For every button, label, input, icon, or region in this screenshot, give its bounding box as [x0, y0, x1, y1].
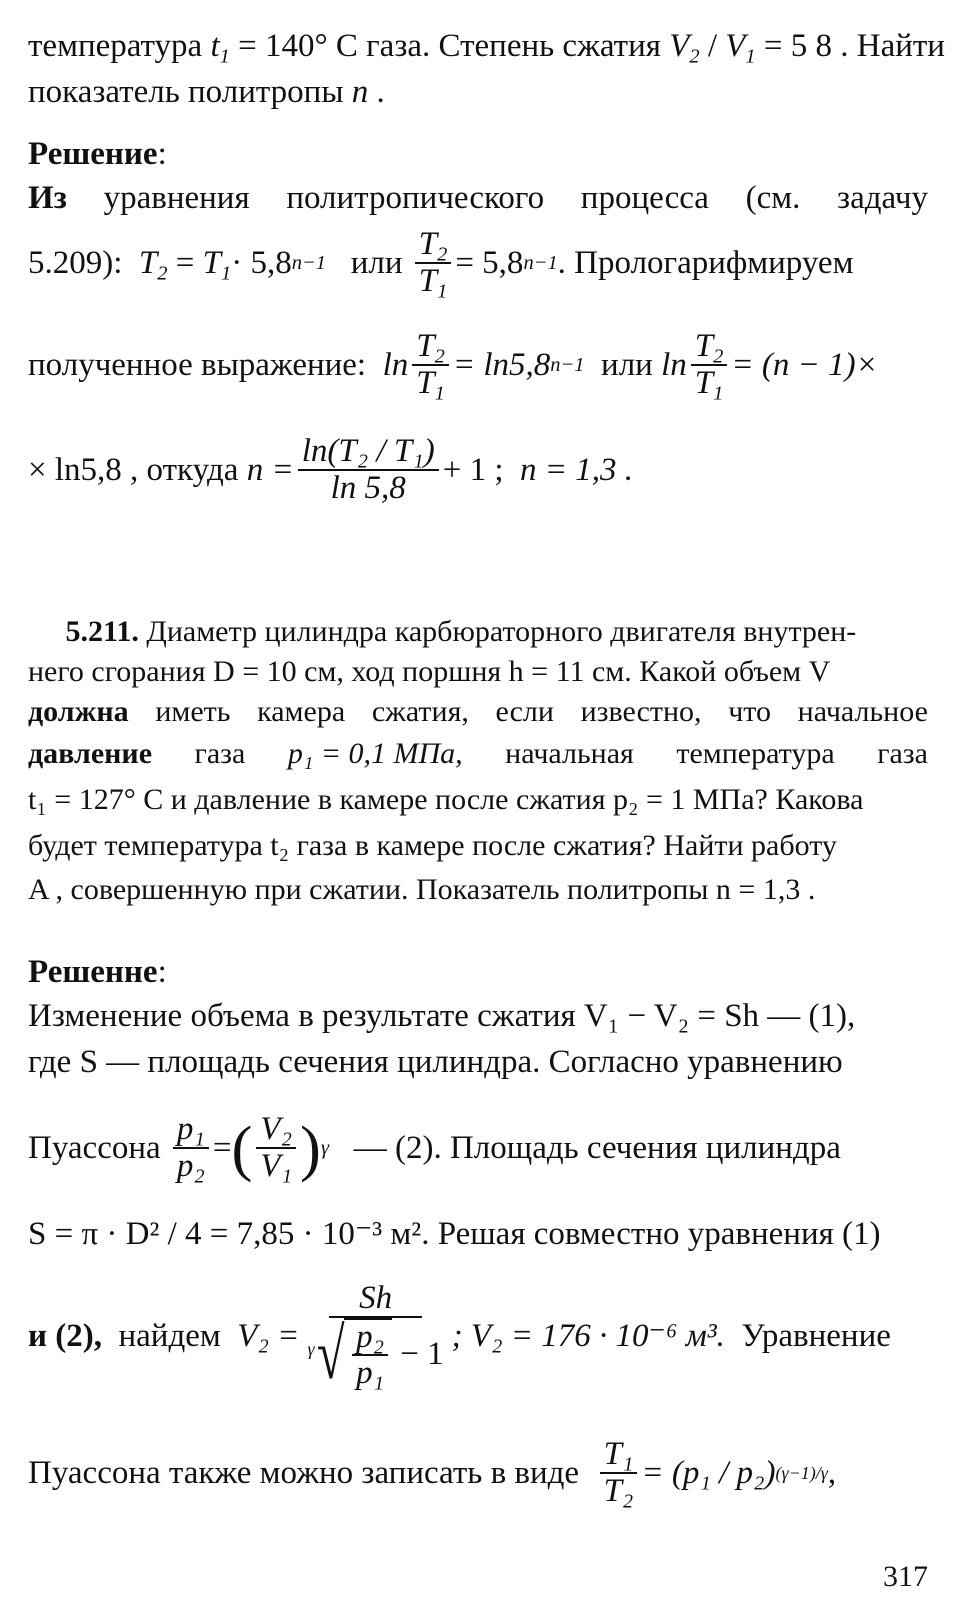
text-line — [28, 1214, 928, 1254]
formula-line — [28, 428, 928, 512]
text-line — [28, 26, 945, 68]
formula-line: Пуассона $\frac{\text{p₁}}{\text{p₂}}$ = ( $\frac{\text{V₂}}{\text{V₁}}$ ) γ — (2). Площадь сечения цилиндра — [28, 1111, 841, 1184]
word: должна — [28, 695, 129, 728]
text: , — [827, 1455, 837, 1491]
text: Изменение объема в результате сжатия V₁ − V₂ = Sh — (1), — [28, 998, 856, 1034]
text: : — [157, 136, 167, 172]
text: × ln5,8 , откуда — [28, 452, 239, 488]
text: Диаметр цилиндра карбюраторного двигателя внутрен- — [146, 615, 857, 648]
text: — (2). Площадь сечения цилиндра — [353, 1130, 841, 1166]
text: где S — площадь сечения цилиндра. Согласно уравнению — [28, 1044, 843, 1080]
text: . Прологарифмируем — [557, 245, 854, 281]
word: (см. — [745, 180, 801, 216]
fraction — [415, 226, 452, 303]
numerator: ln(T₂ / T₁) — [298, 434, 439, 471]
var: T — [418, 263, 438, 299]
text: n = 1,3 . — [519, 452, 634, 488]
sub: 1 — [219, 45, 230, 68]
text: t₁ = 127° C и давление в камере после сжатия p₂ = 1 МПа? Какова — [28, 783, 864, 816]
fraction — [173, 1112, 209, 1183]
text: A , совершенную при сжатии. Показатель политропы n = 1,3 . — [28, 873, 816, 906]
sub: 2 — [689, 45, 700, 68]
var: V — [669, 28, 690, 64]
text: n = — [246, 452, 294, 488]
text: ln — [661, 347, 687, 383]
word: газа — [194, 737, 246, 770]
fraction — [298, 434, 439, 505]
text-line — [28, 178, 928, 218]
text: показатель политропы — [28, 74, 344, 110]
text: будет температура t₂ газа в камере после сжатия? Найти работу — [28, 829, 837, 862]
numerator: Sh — [329, 1281, 422, 1318]
numerator: p₂ — [352, 1320, 388, 1357]
word: задачу — [837, 180, 928, 216]
text: = 140° C газа. Степень сжатия — [238, 28, 661, 64]
var: n — [351, 74, 369, 110]
text: найдем — [118, 1318, 221, 1354]
solution-heading — [28, 952, 928, 992]
text-line — [28, 692, 928, 732]
word: иметь — [155, 695, 231, 728]
text: S = π · D² / 4 = 7,85 · 10⁻³ м². Решая совместно уравнения (1) — [28, 1216, 881, 1252]
word: газа — [877, 737, 928, 770]
word: начальная — [505, 737, 634, 770]
denominator: p₁ — [356, 1355, 385, 1392]
text: и (2), — [28, 1318, 102, 1354]
sub: 1 — [437, 280, 448, 303]
page-number: 317 — [883, 1560, 928, 1593]
text-line — [28, 996, 928, 1036]
radical-sign: √ — [316, 1314, 345, 1395]
word: давление — [28, 737, 153, 770]
text: − 1 — [400, 1335, 444, 1372]
fraction — [352, 1320, 388, 1391]
text: Пуассона — [28, 1130, 161, 1166]
formula-line: 5.209): $T_2$ = $T_1$ · 5,8 n−1 или $\frac{T_2}{T_1}$ = 5,8 n−1 . Прологарифмируем — [28, 226, 854, 303]
fraction — [600, 1437, 638, 1508]
sub: 2 — [437, 243, 448, 266]
formula-line — [28, 1266, 928, 1406]
var: t — [210, 28, 220, 64]
text-line — [28, 652, 928, 692]
text: . — [376, 74, 385, 110]
heading: Решенне — [28, 954, 158, 990]
word: камера — [257, 695, 346, 728]
formula-line: Пуассона также можно записать в виде $\frac{\text{T₁}}{\text{T₂}}$ = (p₁ / p₂) (γ−1)/γ , — [28, 1436, 837, 1509]
var: T — [418, 226, 438, 263]
text: = 5,8 — [455, 245, 524, 281]
sub: 1 — [745, 45, 756, 68]
numerator: p₁ — [173, 1112, 209, 1149]
numerator: T₁ — [600, 1437, 638, 1474]
word: если — [495, 695, 554, 728]
denominator: p₂ — [176, 1148, 205, 1184]
word: сжатия, — [371, 695, 469, 728]
text: = ln5,8 — [452, 347, 551, 383]
word: уравнения — [103, 180, 250, 216]
sub: 1 — [220, 262, 232, 285]
denominator: ln 5,8 — [330, 470, 406, 506]
text: · 5,8 — [231, 245, 292, 281]
fraction — [256, 1112, 296, 1183]
text-line — [28, 1042, 928, 1082]
text: ; V₂ = 176 · 10⁻⁶ м³. — [451, 1318, 725, 1354]
text: = (n − 1)× — [731, 347, 878, 383]
text: = 5 8 . Найти — [763, 28, 945, 64]
fraction: $\frac{T_2}{T_1}$ — [412, 329, 449, 400]
word: политропического — [286, 180, 545, 216]
text: Пуассона также можно записать в виде — [28, 1455, 580, 1491]
text-line — [28, 734, 928, 774]
formula-line: полученное выражение: ln $\frac{T_2}{T_1}$ = ln5,8 n−1 или ln $\frac{T_2}{T_1}$ = (n − 1)× — [28, 328, 878, 405]
text: температура — [28, 28, 203, 64]
text: = (p₁ / p₂) — [641, 1455, 776, 1491]
denominator — [303, 1314, 447, 1395]
denominator: V₁ — [260, 1148, 293, 1184]
text: / — [707, 28, 717, 64]
text: : — [157, 954, 167, 990]
text: или — [601, 347, 653, 383]
text-line — [28, 612, 928, 652]
word: Из — [28, 180, 67, 216]
text-line — [28, 826, 928, 866]
problem-number: 5.211. — [65, 615, 139, 648]
word: температура — [676, 737, 835, 770]
heading: Решение — [28, 136, 158, 172]
text: ln — [382, 347, 409, 383]
word: процесса — [580, 180, 709, 216]
var: T — [202, 245, 221, 281]
text: Уравнение — [741, 1318, 891, 1354]
text-line — [28, 72, 928, 112]
paren-close: ) — [300, 1112, 321, 1183]
word: начальное — [797, 695, 928, 728]
fraction — [303, 1280, 447, 1395]
text-line — [28, 870, 928, 910]
root — [307, 1314, 444, 1395]
word: известно, — [580, 695, 702, 728]
text: V₂ = — [237, 1318, 300, 1354]
text: него сгорания D = 10 см, ход поршня h = 11 см. Какой объем V — [28, 655, 831, 688]
word: что — [728, 695, 772, 728]
var: V — [725, 28, 746, 64]
var: T — [138, 245, 158, 281]
sub: 2 — [157, 262, 168, 285]
root-index: γ — [307, 1338, 315, 1359]
text: полученное выражение: — [28, 347, 367, 383]
word: p₁ = 0,1 МПа, — [287, 737, 463, 770]
numerator: V₂ — [256, 1112, 296, 1149]
text: + 1 ; — [442, 452, 504, 488]
text: 5.209): — [28, 245, 123, 281]
solution-heading — [28, 134, 928, 174]
text: или — [350, 245, 403, 281]
paren-open: ( — [231, 1112, 253, 1183]
denominator: T₂ — [603, 1473, 634, 1509]
text: = — [175, 245, 195, 281]
fraction: $\frac{T_2}{T_1}$ — [691, 329, 728, 400]
text-line — [28, 780, 928, 820]
